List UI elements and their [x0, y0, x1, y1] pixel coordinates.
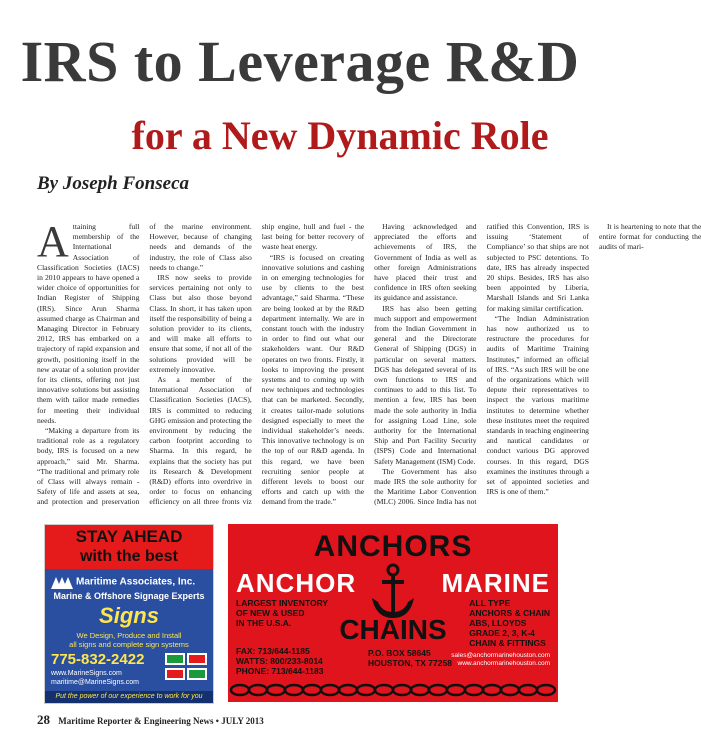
article-paragraph: “The Indian Administration has now authorized us to restructure the procedures for audits of Maritime Training Institutes,” informed an official of IRS. “As such IRS will be one of the organizations which will depute their representatives to inspect the various maritime institutes to determine whether these institutes meet the required standards in teaching engineering and nautical candidates or conduct various DG approved courses. In this regard, DGS examines the institutes through a set of appointed societies and IRS is one of them.”	[486, 313, 589, 497]
ad-right-email[interactable]: sales@anchormarinehouston.com	[451, 652, 550, 659]
article-body	[37, 217, 701, 514]
ad-right-word-anchor: ANCHOR	[236, 568, 357, 598]
ad-right-word-marine: MARINE	[441, 568, 550, 598]
page-footer	[37, 712, 264, 728]
article-byline: By Joseph Fonseca	[37, 173, 189, 194]
ad-right-contact: FAX: 713/644-1185 WATTS: 800/233-8014 PHONE: 713/644-1183	[236, 646, 324, 676]
ad-right-word-chains: CHAINS	[339, 614, 447, 645]
ad-left-email[interactable]: maritime@MarineSigns.com	[51, 679, 140, 686]
article-paragraph: Attaining full membership of the International Association of Classification Societies (IACS) in 2010 appears to have opened a wider choice of opportunities for Indian Register of Shipping (IRS). Since Arun Sharma assumed charge as Chairman and Managing Director in February 2012, IRS has embarked on a trajectory of rapid expansion and growth, positioning itself in the new avatar of a solution provider for its clients, offering not just innovative solutions but assisting them with tailor made remedies for meeting their individual needs.	[37, 217, 140, 425]
ad-left-header	[45, 525, 213, 569]
article-paragraph: IRS now seeks to provide services pertaining not only to Class but also those beyond Class. In short, it has taken upon itself the responsibility of being a solution provider to its clients, and will make all efforts to ensure that some, if not all of the solutions provided will be extremely innovative.	[149, 273, 252, 374]
ad-left-headline-sub: with the best	[80, 548, 178, 565]
ad-right-inventory: LARGEST INVENTORY OF NEW & USED IN THE U.S.A.	[236, 598, 329, 628]
publication-name: Maritime Reporter & Engineering News	[58, 716, 214, 726]
article-paragraph: The Government has also made IRS the sole authority for the Maritime Labor Convention (MLC) 2006. Since India has not ratified this Convention, IRS is issuing ‘Statement of Compliance’ so that ships are not subjected to PSC detentions. To date, IRS has already inspected 20 ships. Besides, IRS has also been appointed by Liberia, Marshall Islands and Sri Lanka for making similar certification.	[374, 222, 589, 507]
article-paragraph: It is heartening to note that the entire format for conducting the audits of mari-	[598, 222, 701, 252]
ad-left-footer: Put the power of our experience to work for you	[45, 691, 213, 703]
publication-date: • JULY 2013	[215, 716, 264, 726]
ad-anchor-marine[interactable]	[228, 524, 558, 702]
safety-signs-icon	[165, 653, 207, 681]
ad-right-headline: ANCHORS	[313, 530, 473, 563]
ad-maritime-associates[interactable]	[44, 524, 214, 704]
article-paragraph: As a member of the International Association of Classification Societies (IACS), IRS is committed to reducing GHG emission and protecting the environment by reducing the carbon footprint according to Sharma. In this regard, he explains that the society has put its Research & Development (R&D) efforts into overdrive in order to focus on enhancing efficiency on all three fronts viz ship engine, hull and fuel - the last being for better recovery of waste heat energy.	[149, 222, 365, 507]
drop-cap: A	[37, 217, 69, 266]
article-paragraph: Having acknowledged and appreciated the efforts and achievements of IRS, the Government of India as well as other foreign Administrations have placed their trust and confidence in IRS often seeking its guidance and assistance.	[374, 222, 477, 303]
ad-right-links	[451, 652, 550, 668]
ad-left-links	[51, 669, 139, 687]
ad-right-website[interactable]: www.anchormarinehouston.com	[457, 660, 550, 667]
ad-left-tagline: Marine & Offshore Signage Experts	[53, 591, 205, 601]
ad-right-address: P.O. BOX 58645 HOUSTON, TX 77258	[368, 648, 452, 668]
ad-left-company: Maritime Associates, Inc.	[51, 575, 207, 589]
ad-left-description: We Design, Produce and Install all signs and complete sign systems	[69, 631, 189, 649]
page-number: 28	[37, 712, 50, 727]
ad-left-product: Signs	[99, 603, 159, 628]
chain-links-icon	[228, 682, 558, 698]
article-title: IRS to Leverage R&D	[20, 29, 580, 94]
ad-right-types: ALL TYPE ANCHORS & CHAIN ABS, LLOYDS GRADE 2, 3, K-4 CHAIN & FITTINGS	[469, 598, 550, 648]
article-paragraph: “Making a departure from its traditional role as a regulatory body, IRS is focused on a new approach,” said Mr. Sharma. “The traditional and primary role of Class will always remain - Safety of life and assets at sea, and protection and preservation of the marine environment. However, because of changing needs and demands of the industry, the role of Class also needs to change.”	[37, 222, 252, 507]
ad-left-website[interactable]: www.MarineSigns.com	[51, 670, 122, 677]
article-paragraph: “IRS is focused on creating innovative solutions and cashing in on emerging technologies for use by clients to the best advantage,” said Sharma. “These are being looked at by the R&D department internally. We are in constant touch with the industry in order to find out what our stakeholders want. Our R&D operates on two fronts. Firstly, it looks to improving the present systems and to coming up with new techniques and technologies that can be marketed. Secondly, it creates tailor-made solutions designed especially to meet the individual stakeholder’s needs. This innovative technology is on the top of our R&D agenda. In this regard, we have been recruiting senior people at different levels to boost our efforts and catch up with the demand from the trade.”	[261, 252, 365, 507]
ad-left-phone: 775-832-2422	[51, 651, 145, 668]
maritime-associates-logo-icon	[51, 575, 73, 589]
article-subtitle: for a New Dynamic Role	[131, 113, 549, 158]
ad-left-headline: STAY AHEAD	[75, 527, 183, 546]
article-paragraph: IRS has also been getting much support and empowerment from the Indian Government in general and the Directorate General of Shipping (DGS) in particular on several matters. DGS has delegated several of its own functions to IRS and continues to add to this list. To mention a few, IRS has been made the sole authority in India for assigning Load Line, sole authority for the International Ship and Port Facility Security (ISPS) Code and International Safety Management (ISM) Code.	[374, 303, 477, 466]
ad-left-body	[45, 569, 213, 703]
